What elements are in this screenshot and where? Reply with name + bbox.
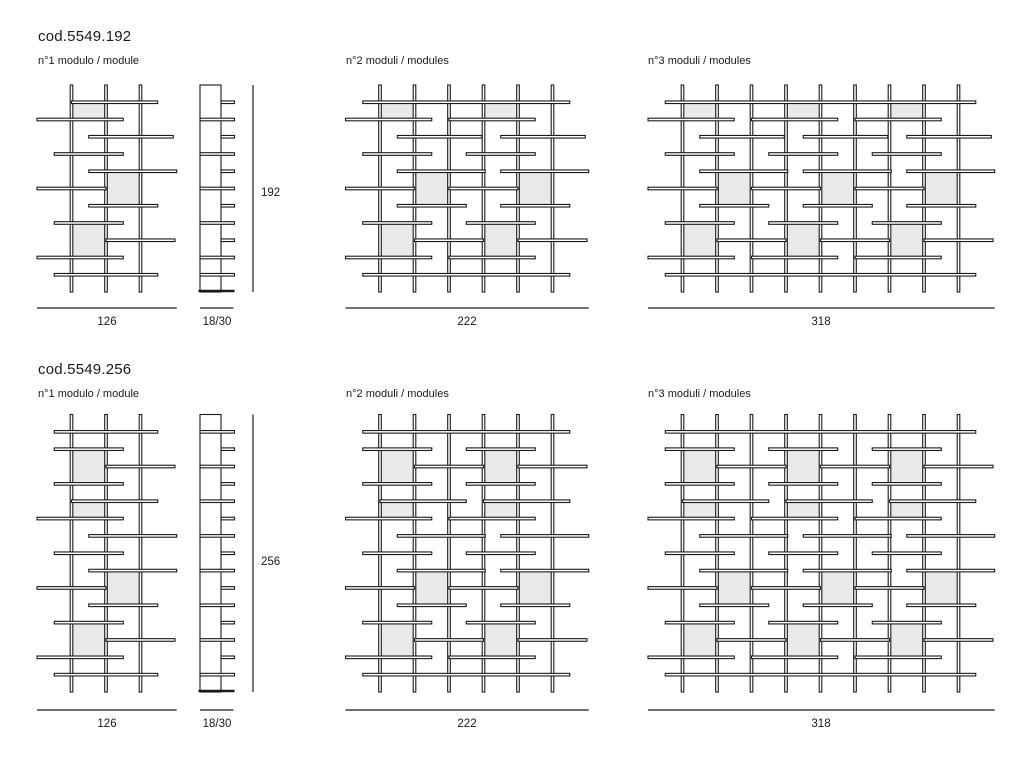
product-code: cod.5549.256 <box>38 361 132 378</box>
side-view-256 <box>199 415 235 693</box>
front-view-256-2mod <box>346 415 589 693</box>
config-label-2-modules: n°2 moduli / modules <box>346 388 449 400</box>
config-label-1-module: n°1 modulo / module <box>38 388 140 400</box>
depth-dimension-label: 18/30 <box>202 316 232 328</box>
width-dimension-label: 126 <box>97 316 117 328</box>
width-dimension-label: 222 <box>457 718 477 730</box>
front-view-192-3mod <box>648 85 995 292</box>
height-dimension-label: 256 <box>261 556 281 568</box>
front-view-256-1mod <box>37 415 177 693</box>
width-dimension-label: 126 <box>97 718 117 730</box>
product-code: cod.5549.192 <box>38 28 132 45</box>
height-dimension-label: 192 <box>261 187 281 199</box>
config-label-3-modules: n°3 moduli / modules <box>648 388 751 400</box>
width-dimension-label: 222 <box>457 316 477 328</box>
config-label-3-modules: n°3 moduli / modules <box>648 55 751 67</box>
depth-dimension-label: 18/30 <box>202 718 232 730</box>
config-label-2-modules: n°2 moduli / modules <box>346 55 449 67</box>
width-dimension-label: 318 <box>811 718 831 730</box>
front-view-192-1mod <box>37 85 177 292</box>
side-view-192 <box>199 85 235 292</box>
config-label-1-module: n°1 modulo / module <box>38 55 140 67</box>
width-dimension-label: 318 <box>811 316 831 328</box>
front-view-192-2mod <box>346 85 589 292</box>
front-view-256-3mod <box>648 415 995 693</box>
